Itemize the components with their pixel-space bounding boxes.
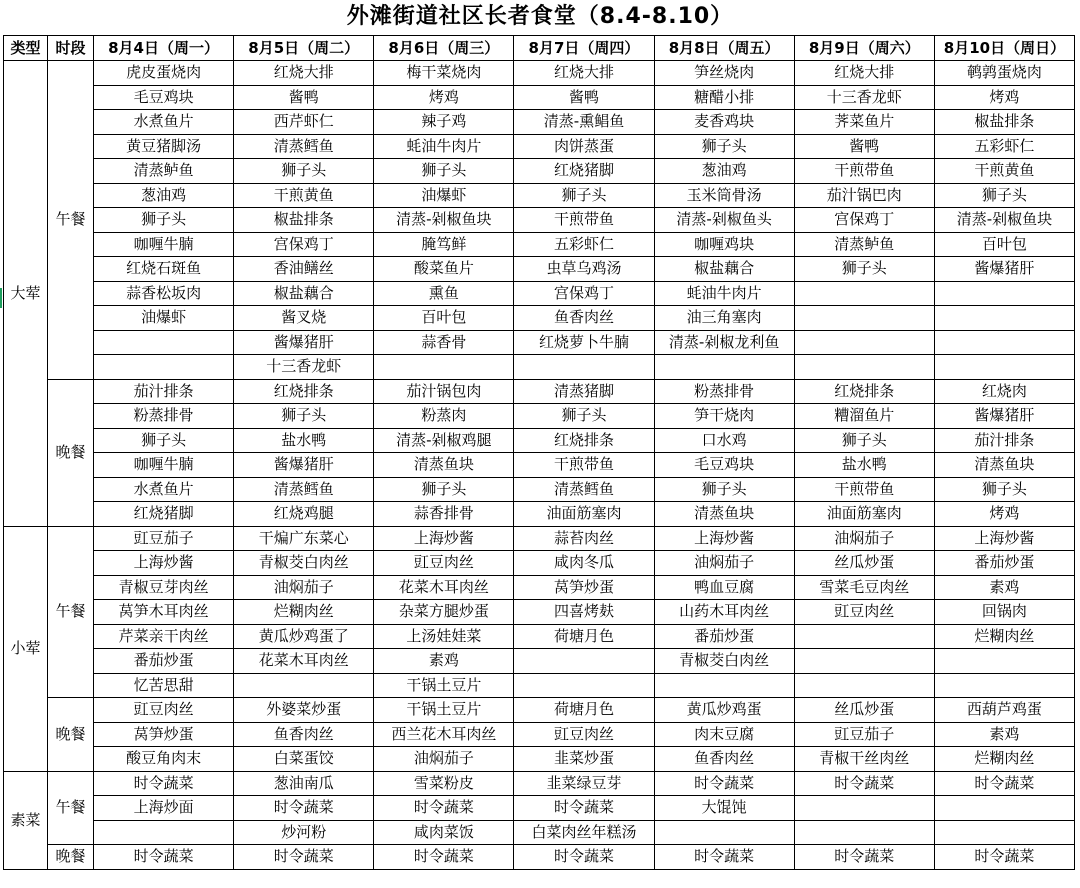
dish-cell: 雪菜毛豆肉丝 bbox=[794, 575, 934, 600]
dish-cell: 酸菜鱼片 bbox=[374, 257, 514, 282]
dish-cell: 清蒸-熏鲳鱼 bbox=[514, 110, 654, 135]
dish-cell: 丝瓜炒蛋 bbox=[794, 551, 934, 576]
dish-cell: 素鸡 bbox=[934, 575, 1074, 600]
meal-period-cell: 晚餐 bbox=[48, 845, 94, 870]
dish-cell: 糟溜鱼片 bbox=[794, 404, 934, 429]
dish-cell: 玉米筒骨汤 bbox=[654, 183, 794, 208]
menu-row bbox=[4, 159, 1075, 184]
dish-cell: 青椒豆芽肉丝 bbox=[94, 575, 234, 600]
dish-cell: 花菜木耳肉丝 bbox=[374, 575, 514, 600]
dish-cell: 椒盐藕合 bbox=[234, 281, 374, 306]
dish-cell: 油焖茄子 bbox=[374, 747, 514, 772]
dish-cell: 上汤娃娃菜 bbox=[374, 624, 514, 649]
dish-cell: 蚝油牛肉片 bbox=[374, 134, 514, 159]
dish-cell: 口水鸡 bbox=[654, 428, 794, 453]
dish-cell: 鱼香肉丝 bbox=[514, 306, 654, 331]
dish-cell: 白菜蛋饺 bbox=[234, 747, 374, 772]
dish-cell: 清蒸鳕鱼 bbox=[234, 477, 374, 502]
dish-cell: 咖喱鸡块 bbox=[654, 232, 794, 257]
dish-cell: 茄汁锅巴肉 bbox=[794, 183, 934, 208]
dish-cell: 清蒸鲈鱼 bbox=[794, 232, 934, 257]
dish-cell: 狮子头 bbox=[374, 477, 514, 502]
dish-cell: 水煮鱼片 bbox=[94, 110, 234, 135]
menu-row bbox=[4, 330, 1075, 355]
dish-cell: 毛豆鸡块 bbox=[654, 453, 794, 478]
dish-cell bbox=[934, 330, 1074, 355]
dish-cell bbox=[934, 281, 1074, 306]
dish-cell: 麦香鸡块 bbox=[654, 110, 794, 135]
dish-cell: 红烧猪脚 bbox=[94, 502, 234, 527]
menu-row bbox=[4, 845, 1075, 870]
meal-period-cell: 晚餐 bbox=[48, 379, 94, 526]
dish-cell: 狮子头 bbox=[794, 428, 934, 453]
menu-row bbox=[4, 673, 1075, 698]
dish-cell: 山药木耳肉丝 bbox=[654, 600, 794, 625]
dish-cell: 干煎带鱼 bbox=[514, 208, 654, 233]
dish-cell: 虎皮蛋烧肉 bbox=[94, 61, 234, 86]
dish-cell: 干煎黄鱼 bbox=[234, 183, 374, 208]
dish-cell: 鱼香肉丝 bbox=[234, 722, 374, 747]
dish-cell: 炒河粉 bbox=[234, 820, 374, 845]
dish-cell: 干煎带鱼 bbox=[794, 159, 934, 184]
menu-row bbox=[4, 306, 1075, 331]
dish-cell: 咖喱牛腩 bbox=[94, 453, 234, 478]
dish-cell: 熏鱼 bbox=[374, 281, 514, 306]
dish-cell: 肉饼蒸蛋 bbox=[514, 134, 654, 159]
menu-row bbox=[4, 551, 1075, 576]
dish-cell: 红烧萝卜牛腩 bbox=[514, 330, 654, 355]
meal-period-cell: 晚餐 bbox=[48, 698, 94, 772]
cell-selection-marker bbox=[0, 288, 2, 308]
dish-cell: 时令蔬菜 bbox=[514, 845, 654, 870]
dish-cell: 素鸡 bbox=[934, 722, 1074, 747]
dish-cell bbox=[94, 820, 234, 845]
dish-cell: 青椒干丝肉丝 bbox=[794, 747, 934, 772]
dish-cell bbox=[794, 673, 934, 698]
dish-cell: 五彩虾仁 bbox=[934, 134, 1074, 159]
dish-cell: 干煎带鱼 bbox=[514, 453, 654, 478]
dish-cell: 葱油鸡 bbox=[94, 183, 234, 208]
menu-body bbox=[4, 61, 1075, 870]
dish-cell: 时令蔬菜 bbox=[934, 771, 1074, 796]
dish-cell: 青椒茭白肉丝 bbox=[234, 551, 374, 576]
dish-cell bbox=[934, 796, 1074, 821]
dish-cell: 四喜烤麸 bbox=[514, 600, 654, 625]
dish-cell bbox=[794, 649, 934, 674]
dish-cell: 上海炒面 bbox=[94, 796, 234, 821]
dish-cell: 番茄炒蛋 bbox=[654, 624, 794, 649]
dish-cell: 清蒸鱼块 bbox=[374, 453, 514, 478]
menu-row bbox=[4, 134, 1075, 159]
dish-cell: 花菜木耳肉丝 bbox=[234, 649, 374, 674]
dish-cell: 葱油南瓜 bbox=[234, 771, 374, 796]
dish-cell: 蚝油牛肉片 bbox=[654, 281, 794, 306]
dish-cell: 梅干菜烧肉 bbox=[374, 61, 514, 86]
menu-row bbox=[4, 575, 1075, 600]
dish-cell: 干煎带鱼 bbox=[794, 477, 934, 502]
dish-cell: 清蒸鱼块 bbox=[934, 453, 1074, 478]
dish-cell bbox=[234, 673, 374, 698]
dish-cell: 酱爆猪肝 bbox=[934, 404, 1074, 429]
dish-cell: 时令蔬菜 bbox=[514, 796, 654, 821]
dish-cell: 干煸广东菜心 bbox=[234, 526, 374, 551]
dish-cell bbox=[514, 355, 654, 380]
dish-cell: 茄汁锅包肉 bbox=[374, 379, 514, 404]
dish-cell: 干煎黄鱼 bbox=[934, 159, 1074, 184]
dish-cell: 莴笋炒蛋 bbox=[94, 722, 234, 747]
menu-table bbox=[3, 35, 1075, 870]
menu-row bbox=[4, 624, 1075, 649]
dish-cell bbox=[934, 673, 1074, 698]
menu-row bbox=[4, 477, 1075, 502]
dish-cell: 宫保鸡丁 bbox=[794, 208, 934, 233]
dish-cell: 椒盐排条 bbox=[234, 208, 374, 233]
dish-cell: 红烧猪脚 bbox=[514, 159, 654, 184]
dish-cell: 黄瓜炒鸡蛋了 bbox=[234, 624, 374, 649]
dish-cell: 西芹虾仁 bbox=[234, 110, 374, 135]
day-header: 8月9日（周六） bbox=[794, 36, 934, 61]
day-header: 8月4日（周一） bbox=[94, 36, 234, 61]
dish-cell bbox=[794, 796, 934, 821]
dish-cell: 红烧大排 bbox=[514, 61, 654, 86]
dish-cell: 红烧鸡腿 bbox=[234, 502, 374, 527]
dish-cell: 时令蔬菜 bbox=[654, 771, 794, 796]
dish-cell: 油爆虾 bbox=[94, 306, 234, 331]
dish-cell: 酱爆猪肝 bbox=[234, 453, 374, 478]
menu-row bbox=[4, 820, 1075, 845]
dish-cell: 烂糊肉丝 bbox=[234, 600, 374, 625]
dish-cell: 上海炒酱 bbox=[94, 551, 234, 576]
dish-cell: 葱油鸡 bbox=[654, 159, 794, 184]
menu-row bbox=[4, 183, 1075, 208]
dish-cell: 时令蔬菜 bbox=[94, 771, 234, 796]
dish-cell: 回锅肉 bbox=[934, 600, 1074, 625]
day-header: 8月6日（周三） bbox=[374, 36, 514, 61]
dish-cell: 香油鳝丝 bbox=[234, 257, 374, 282]
dish-cell bbox=[794, 820, 934, 845]
dish-cell: 红烧肉 bbox=[934, 379, 1074, 404]
dish-cell: 咖喱牛腩 bbox=[94, 232, 234, 257]
dish-cell: 狮子头 bbox=[654, 134, 794, 159]
dish-cell: 酱爆猪肝 bbox=[234, 330, 374, 355]
dish-cell bbox=[794, 330, 934, 355]
dish-cell: 时令蔬菜 bbox=[654, 845, 794, 870]
dish-cell: 烂糊肉丝 bbox=[934, 624, 1074, 649]
dish-cell: 虫草乌鸡汤 bbox=[514, 257, 654, 282]
dish-cell: 上海炒酱 bbox=[934, 526, 1074, 551]
dish-cell: 狮子头 bbox=[374, 159, 514, 184]
dish-cell: 茄汁排条 bbox=[934, 428, 1074, 453]
day-header: 8月7日（周四） bbox=[514, 36, 654, 61]
dish-cell: 青椒茭白肉丝 bbox=[654, 649, 794, 674]
dish-cell: 上海炒酱 bbox=[374, 526, 514, 551]
dish-cell: 红烧大排 bbox=[234, 61, 374, 86]
dish-cell: 外婆菜炒蛋 bbox=[234, 698, 374, 723]
dish-cell bbox=[94, 355, 234, 380]
dish-cell bbox=[934, 306, 1074, 331]
dish-cell: 清蒸鱼块 bbox=[654, 502, 794, 527]
menu-row bbox=[4, 355, 1075, 380]
dish-cell: 韭菜绿豆芽 bbox=[514, 771, 654, 796]
dish-cell: 豇豆肉丝 bbox=[94, 698, 234, 723]
dish-cell: 莴笋木耳肉丝 bbox=[94, 600, 234, 625]
dish-cell: 烤鸡 bbox=[934, 85, 1074, 110]
dish-cell: 荠菜鱼片 bbox=[794, 110, 934, 135]
menu-row bbox=[4, 698, 1075, 723]
menu-row bbox=[4, 526, 1075, 551]
menu-row bbox=[4, 281, 1075, 306]
dish-cell: 狮子头 bbox=[94, 428, 234, 453]
dish-cell: 清蒸-剁椒鱼头 bbox=[654, 208, 794, 233]
dish-cell: 时令蔬菜 bbox=[234, 796, 374, 821]
meal-period-cell: 午餐 bbox=[48, 61, 94, 380]
dish-cell: 清蒸-剁椒鱼块 bbox=[934, 208, 1074, 233]
dish-cell bbox=[94, 330, 234, 355]
dish-cell: 番茄炒蛋 bbox=[94, 649, 234, 674]
dish-cell: 酸豆角肉末 bbox=[94, 747, 234, 772]
dish-cell: 百叶包 bbox=[934, 232, 1074, 257]
dish-cell: 油焖茄子 bbox=[654, 551, 794, 576]
dish-cell: 韭菜炒蛋 bbox=[514, 747, 654, 772]
meal-period-cell: 午餐 bbox=[48, 771, 94, 845]
dish-cell: 上海炒酱 bbox=[654, 526, 794, 551]
dish-cell: 油焖茄子 bbox=[794, 526, 934, 551]
menu-row bbox=[4, 502, 1075, 527]
dish-cell: 辣子鸡 bbox=[374, 110, 514, 135]
dish-cell bbox=[794, 281, 934, 306]
dish-cell: 宫保鸡丁 bbox=[234, 232, 374, 257]
dish-cell: 西葫芦鸡蛋 bbox=[934, 698, 1074, 723]
menu-row bbox=[4, 722, 1075, 747]
dish-cell: 荷塘月色 bbox=[514, 624, 654, 649]
dish-cell: 狮子头 bbox=[94, 208, 234, 233]
dish-cell: 椒盐排条 bbox=[934, 110, 1074, 135]
dish-cell: 粉蒸肉 bbox=[374, 404, 514, 429]
dish-cell: 红烧大排 bbox=[794, 61, 934, 86]
day-header: 8月5日（周二） bbox=[234, 36, 374, 61]
dish-cell: 清蒸-剁椒鸡腿 bbox=[374, 428, 514, 453]
day-header: 8月8日（周五） bbox=[654, 36, 794, 61]
dish-cell: 红烧排条 bbox=[794, 379, 934, 404]
dish-cell: 狮子头 bbox=[794, 257, 934, 282]
dish-cell: 烤鸡 bbox=[374, 85, 514, 110]
dish-cell bbox=[794, 306, 934, 331]
menu-row bbox=[4, 110, 1075, 135]
menu-row bbox=[4, 649, 1075, 674]
dish-cell bbox=[514, 673, 654, 698]
dish-cell bbox=[374, 355, 514, 380]
menu-row bbox=[4, 404, 1075, 429]
dish-cell bbox=[794, 355, 934, 380]
dish-cell: 蒜香松坂肉 bbox=[94, 281, 234, 306]
dish-cell: 蒜苔肉丝 bbox=[514, 526, 654, 551]
dish-cell: 莴笋炒蛋 bbox=[514, 575, 654, 600]
dish-cell: 豇豆肉丝 bbox=[374, 551, 514, 576]
dish-cell bbox=[654, 673, 794, 698]
dish-cell: 油爆虾 bbox=[374, 183, 514, 208]
dish-cell: 时令蔬菜 bbox=[374, 796, 514, 821]
dish-cell: 蒜香骨 bbox=[374, 330, 514, 355]
dish-cell: 干锅土豆片 bbox=[374, 698, 514, 723]
dish-cell: 鸭血豆腐 bbox=[654, 575, 794, 600]
dish-cell bbox=[654, 355, 794, 380]
dish-cell: 宫保鸡丁 bbox=[514, 281, 654, 306]
dish-cell: 干锅土豆片 bbox=[374, 673, 514, 698]
dish-cell: 丝瓜炒蛋 bbox=[794, 698, 934, 723]
dish-cell: 酱鸭 bbox=[794, 134, 934, 159]
dish-cell: 椒盐藕合 bbox=[654, 257, 794, 282]
menu-row bbox=[4, 61, 1075, 86]
dish-cell: 大馄饨 bbox=[654, 796, 794, 821]
dish-cell: 毛豆鸡块 bbox=[94, 85, 234, 110]
dish-cell: 清蒸-剁椒鱼块 bbox=[374, 208, 514, 233]
period-header: 时段 bbox=[48, 36, 94, 61]
dish-cell bbox=[794, 624, 934, 649]
dish-cell: 油焖茄子 bbox=[234, 575, 374, 600]
dish-cell: 咸肉冬瓜 bbox=[514, 551, 654, 576]
dish-cell: 油三角塞肉 bbox=[654, 306, 794, 331]
dish-cell: 糖醋小排 bbox=[654, 85, 794, 110]
dish-cell: 鹌鹑蛋烧肉 bbox=[934, 61, 1074, 86]
dish-cell bbox=[934, 649, 1074, 674]
dish-cell: 西兰花木耳肉丝 bbox=[374, 722, 514, 747]
dish-cell: 油面筋塞肉 bbox=[794, 502, 934, 527]
menu-row bbox=[4, 85, 1075, 110]
dish-cell: 笋丝烧肉 bbox=[654, 61, 794, 86]
dish-cell: 狮子头 bbox=[934, 183, 1074, 208]
page-title: 外滩街道社区长者食堂（8.4-8.10） bbox=[346, 4, 734, 29]
dish-cell: 时令蔬菜 bbox=[934, 845, 1074, 870]
menu-row bbox=[4, 428, 1075, 453]
dish-cell: 酱叉烧 bbox=[234, 306, 374, 331]
dish-cell: 黄豆猪脚汤 bbox=[94, 134, 234, 159]
dish-cell: 豇豆肉丝 bbox=[794, 600, 934, 625]
dish-cell bbox=[934, 355, 1074, 380]
dish-cell: 芹菜亲干肉丝 bbox=[94, 624, 234, 649]
day-header: 8月10日（周日） bbox=[934, 36, 1074, 61]
dish-cell: 酱鸭 bbox=[514, 85, 654, 110]
dish-cell: 雪菜粉皮 bbox=[374, 771, 514, 796]
menu-row bbox=[4, 771, 1075, 796]
dish-cell: 时令蔬菜 bbox=[374, 845, 514, 870]
dish-cell: 时令蔬菜 bbox=[794, 771, 934, 796]
category-cell: 素菜 bbox=[4, 771, 48, 869]
dish-cell: 蒜香排骨 bbox=[374, 502, 514, 527]
dish-cell: 清蒸猪脚 bbox=[514, 379, 654, 404]
menu-row bbox=[4, 747, 1075, 772]
dish-cell: 狮子头 bbox=[514, 404, 654, 429]
menu-row bbox=[4, 453, 1075, 478]
dish-cell bbox=[514, 649, 654, 674]
dish-cell: 豇豆茄子 bbox=[794, 722, 934, 747]
dish-cell: 狮子头 bbox=[234, 159, 374, 184]
dish-cell: 狮子头 bbox=[234, 404, 374, 429]
type-header: 类型 bbox=[4, 36, 48, 61]
dish-cell: 清蒸-剁椒龙利鱼 bbox=[654, 330, 794, 355]
dish-cell bbox=[654, 820, 794, 845]
dish-cell bbox=[934, 820, 1074, 845]
dish-cell: 油面筋塞肉 bbox=[514, 502, 654, 527]
dish-cell: 酱爆猪肝 bbox=[934, 257, 1074, 282]
dish-cell: 红烧排条 bbox=[234, 379, 374, 404]
dish-cell: 时令蔬菜 bbox=[234, 845, 374, 870]
dish-cell: 红烧排条 bbox=[514, 428, 654, 453]
dish-cell: 鱼香肉丝 bbox=[654, 747, 794, 772]
dish-cell: 水煮鱼片 bbox=[94, 477, 234, 502]
dish-cell: 狮子头 bbox=[654, 477, 794, 502]
menu-row bbox=[4, 208, 1075, 233]
dish-cell: 粉蒸排骨 bbox=[94, 404, 234, 429]
dish-cell: 番茄炒蛋 bbox=[934, 551, 1074, 576]
dish-cell: 时令蔬菜 bbox=[794, 845, 934, 870]
dish-cell: 红烧石斑鱼 bbox=[94, 257, 234, 282]
category-cell: 小荤 bbox=[4, 526, 48, 771]
dish-cell: 盐水鸭 bbox=[234, 428, 374, 453]
dish-cell: 腌笃鲜 bbox=[374, 232, 514, 257]
menu-row bbox=[4, 232, 1075, 257]
dish-cell: 盐水鸭 bbox=[794, 453, 934, 478]
dish-cell: 杂菜方腿炒蛋 bbox=[374, 600, 514, 625]
dish-cell: 素鸡 bbox=[374, 649, 514, 674]
dish-cell: 狮子头 bbox=[934, 477, 1074, 502]
dish-cell: 黄瓜炒鸡蛋 bbox=[654, 698, 794, 723]
dish-cell: 烂糊肉丝 bbox=[934, 747, 1074, 772]
menu-row bbox=[4, 600, 1075, 625]
dish-cell: 茄汁排条 bbox=[94, 379, 234, 404]
meal-period-cell: 午餐 bbox=[48, 526, 94, 698]
dish-cell: 酱鸭 bbox=[234, 85, 374, 110]
dish-cell: 百叶包 bbox=[374, 306, 514, 331]
dish-cell: 五彩虾仁 bbox=[514, 232, 654, 257]
dish-cell: 烤鸡 bbox=[934, 502, 1074, 527]
dish-cell: 荷塘月色 bbox=[514, 698, 654, 723]
dish-cell: 清蒸鲈鱼 bbox=[94, 159, 234, 184]
menu-row bbox=[4, 796, 1075, 821]
dish-cell: 清蒸鳕鱼 bbox=[514, 477, 654, 502]
dish-cell: 肉末豆腐 bbox=[654, 722, 794, 747]
dish-cell: 忆苦思甜 bbox=[94, 673, 234, 698]
dish-cell: 狮子头 bbox=[514, 183, 654, 208]
dish-cell: 时令蔬菜 bbox=[94, 845, 234, 870]
dish-cell: 笋干烧肉 bbox=[654, 404, 794, 429]
dish-cell: 豇豆茄子 bbox=[94, 526, 234, 551]
dish-cell: 豇豆肉丝 bbox=[514, 722, 654, 747]
dish-cell: 白菜肉丝年糕汤 bbox=[514, 820, 654, 845]
dish-cell: 咸肉菜饭 bbox=[374, 820, 514, 845]
menu-row bbox=[4, 379, 1075, 404]
dish-cell: 十三香龙虾 bbox=[794, 85, 934, 110]
dish-cell: 粉蒸排骨 bbox=[654, 379, 794, 404]
dish-cell: 清蒸鳕鱼 bbox=[234, 134, 374, 159]
dish-cell: 十三香龙虾 bbox=[234, 355, 374, 380]
category-cell: 大荤 bbox=[4, 61, 48, 527]
menu-row bbox=[4, 257, 1075, 282]
header-row bbox=[4, 36, 1075, 61]
